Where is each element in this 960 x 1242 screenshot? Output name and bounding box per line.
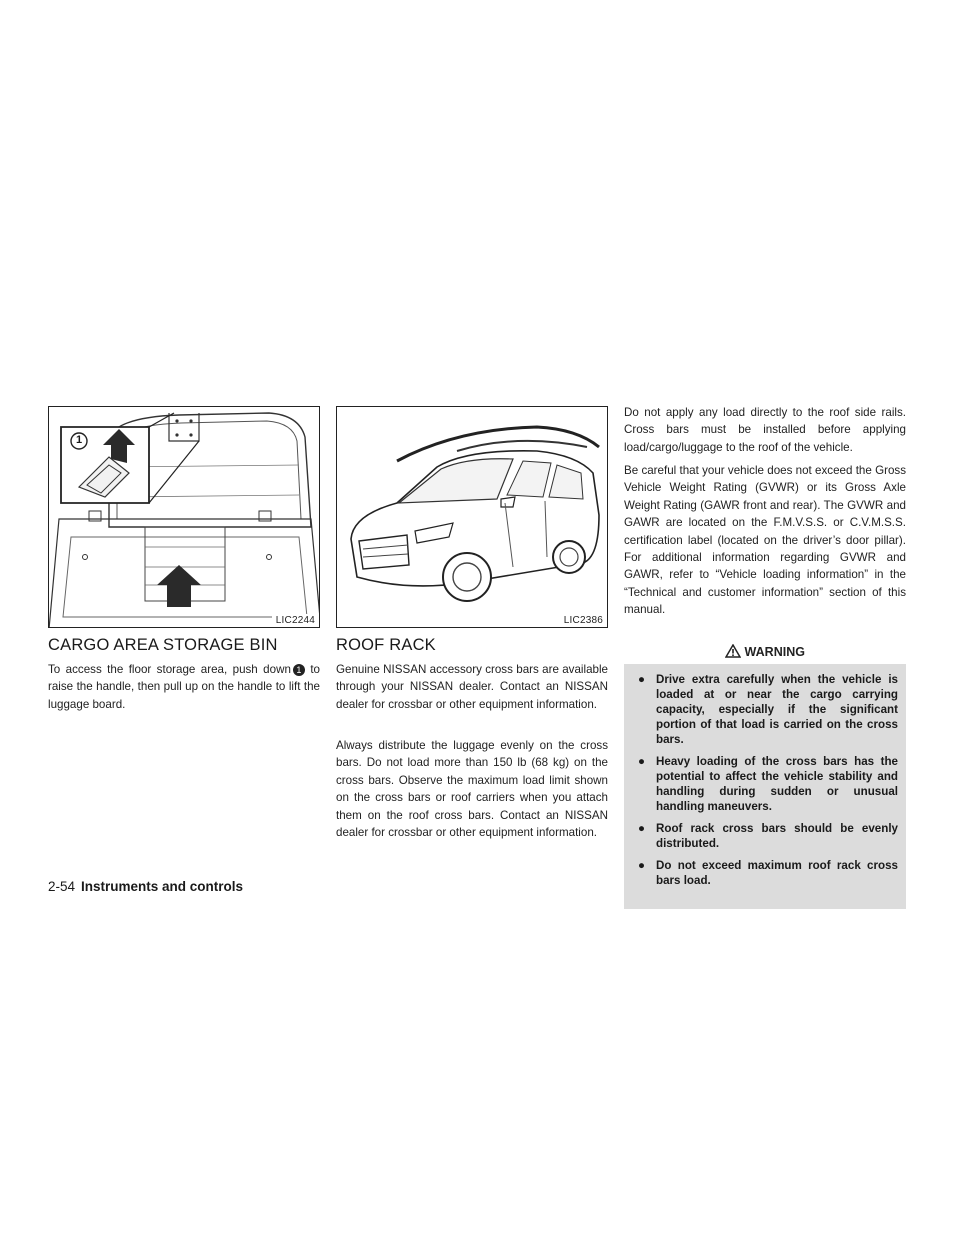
roof-rack-figure — [336, 406, 608, 628]
bullet-icon: ● — [638, 755, 646, 768]
warning-list — [634, 672, 898, 888]
cargo-text-before: To access the floor storage area, push down — [48, 663, 291, 676]
roof-rack-paragraph-2: Always distribute the luggage evenly on the cross bars. Do not load more than 150 lb (68 kg) on the cross bars. Observe the maximum load limit shown on the cross bars or roof carriers when you attach them on the roof cross bars. Contact an NISSAN dealer for crossbar or other equipment information. — [336, 739, 608, 840]
figure-code: LIC2244 — [272, 614, 319, 627]
cargo-heading: CARGO AREA STORAGE BIN — [48, 636, 278, 654]
callout-number: 1 — [293, 664, 305, 676]
gvwr-paragraph: Be careful that your vehicle does not exceed the Gross Vehicle Weight Rating (GVWR) or its Gross Axle Weight Rating (GAWR front and rear). The GVWR and GAWR are located on the F.M.V.S.S. or C.V.M.S.S. certification label (located on the driver’s door pillar). For additional information regarding GVWR and GAWR, refer to “Vehicle loading information” in the “Technical and customer information” section of this manual. — [624, 464, 906, 617]
page-number: 2-54 — [48, 879, 76, 894]
cargo-illustration — [49, 407, 320, 628]
page-footer — [48, 879, 243, 894]
warning-item: ● Roof rack cross bars should be evenly distributed. — [638, 822, 898, 850]
figure-code: LIC2386 — [560, 614, 607, 627]
warning-item: ● Heavy loading of the cross bars has the potential to affect the vehicle stability and handling during sudden or unusual handling maneuvers. — [638, 755, 898, 813]
roof-load-paragraph: Do not apply any load directly to the roof side rails. Cross bars must be installed before applying load/cargo/luggage to the roof of the vehicle. — [624, 406, 906, 454]
warning-header — [624, 640, 906, 664]
bullet-icon: ● — [638, 822, 646, 835]
warning-triangle-icon — [725, 644, 741, 658]
roof-rack-paragraph-1: Genuine NISSAN accessory cross bars are available through your NISSAN dealer. Contact an NISSAN dealer for crossbar or other equipment information. — [336, 663, 608, 711]
warning-item: ● Do not exceed maximum roof rack cross bars load. — [638, 859, 898, 887]
roof-rack-heading: ROOF RACK — [336, 636, 436, 654]
chapter-title: Instruments and controls — [81, 879, 244, 894]
bullet-icon: ● — [638, 859, 646, 872]
bullet-icon: ● — [638, 673, 646, 686]
cargo-figure — [48, 406, 320, 628]
cargo-text-after: to raise the handle, then pull up on the handle to lift the luggage board. — [48, 663, 320, 711]
vehicle-illustration — [337, 407, 608, 628]
warning-item: ● Drive extra carefully when the vehicle is loaded at or near the cargo carrying capacity, especially if the significant portion of that load is carried on the cross bars. — [638, 673, 898, 746]
cargo-paragraph — [48, 661, 320, 713]
warning-title: WARNING — [744, 645, 805, 659]
warning-box — [624, 664, 906, 909]
callout-number: 1 — [75, 434, 83, 446]
